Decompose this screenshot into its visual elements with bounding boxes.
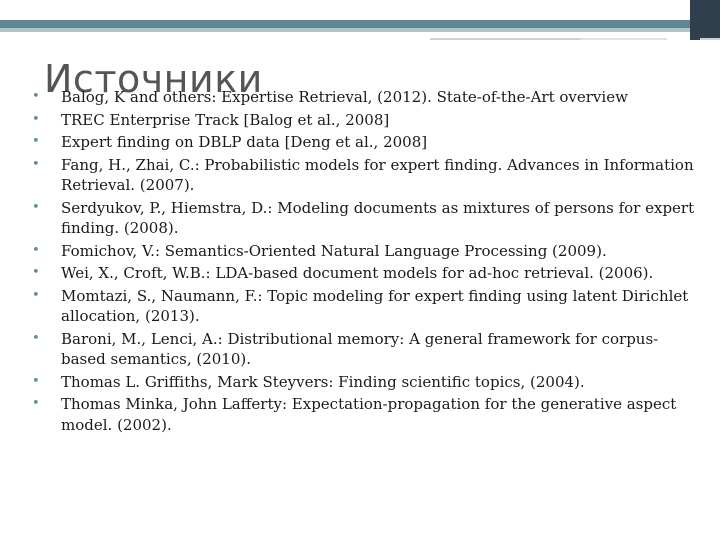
header-underline-segment	[430, 38, 580, 40]
bullet-icon: •	[32, 156, 40, 172]
reference-item	[32, 263, 697, 284]
reference-text: Wei, X., Croft, W.B.: LDA-based document models for ad-hoc retrieval. (2006).	[61, 264, 654, 282]
reference-text: Thomas L. Griffiths, Mark Steyvers: Finding scientific topics, (2004).	[61, 372, 585, 391]
header-corner-block	[690, 0, 720, 40]
reference-item	[32, 110, 697, 131]
bullet-icon: •	[32, 111, 40, 127]
reference-item	[32, 198, 697, 239]
bullet-icon: •	[32, 265, 40, 280]
reference-item	[32, 155, 697, 196]
header-accent-stripe-light	[0, 28, 690, 32]
header-accent-stripe	[0, 20, 690, 28]
references-list	[32, 87, 697, 437]
reference-item	[32, 87, 697, 108]
reference-item	[32, 372, 697, 393]
reference-text: Fang, H., Zhai, C.: Probabilistic models for expert finding. Advances in Information Retrieval. (2007).	[61, 155, 694, 194]
reference-item	[32, 286, 697, 327]
reference-item	[32, 394, 697, 435]
bullet-icon: •	[32, 330, 40, 346]
bullet-icon: •	[32, 199, 40, 215]
reference-text: Fomichov, V.: Semantics-Oriented Natural Language Processing (2009).	[61, 241, 607, 260]
bullet-icon: •	[32, 373, 40, 389]
bullet-icon: •	[32, 89, 40, 104]
header-decoration-band	[0, 0, 720, 40]
bullet-icon: •	[32, 396, 40, 411]
reference-text: TREC Enterprise Track [Balog et al., 2008]	[61, 110, 390, 129]
reference-item	[32, 132, 697, 153]
reference-text: Expert finding on DBLP data [Deng et al., 2008]	[61, 133, 428, 151]
reference-text: Momtazi, S., Naumann, F.: Topic modeling for expert finding using latent Dirichlet allocation, (2013).	[61, 286, 689, 325]
bullet-icon: •	[32, 242, 40, 258]
reference-text: Thomas Minka, John Lafferty: Expectation-propagation for the generative aspect model. (2002).	[61, 395, 677, 434]
reference-item	[32, 241, 697, 262]
reference-item	[32, 329, 697, 370]
slide-title: Источники	[44, 57, 263, 102]
reference-text: Balog, K and others: Expertise Retrieval, (2012). State-of-the-Art overview	[61, 88, 628, 106]
reference-text: Serdyukov, P., Hiemstra, D.: Modeling documents as mixtures of persons for expert finding. (2008).	[61, 198, 695, 237]
bullet-icon: •	[32, 287, 40, 303]
reference-text: Baroni, M., Lenci, A.: Distributional memory: A general framework for corpus-based semantics, (2010).	[61, 329, 659, 368]
header-underline-segment	[580, 38, 667, 40]
bullet-icon: •	[32, 134, 40, 149]
header-underline-segment	[700, 38, 720, 40]
